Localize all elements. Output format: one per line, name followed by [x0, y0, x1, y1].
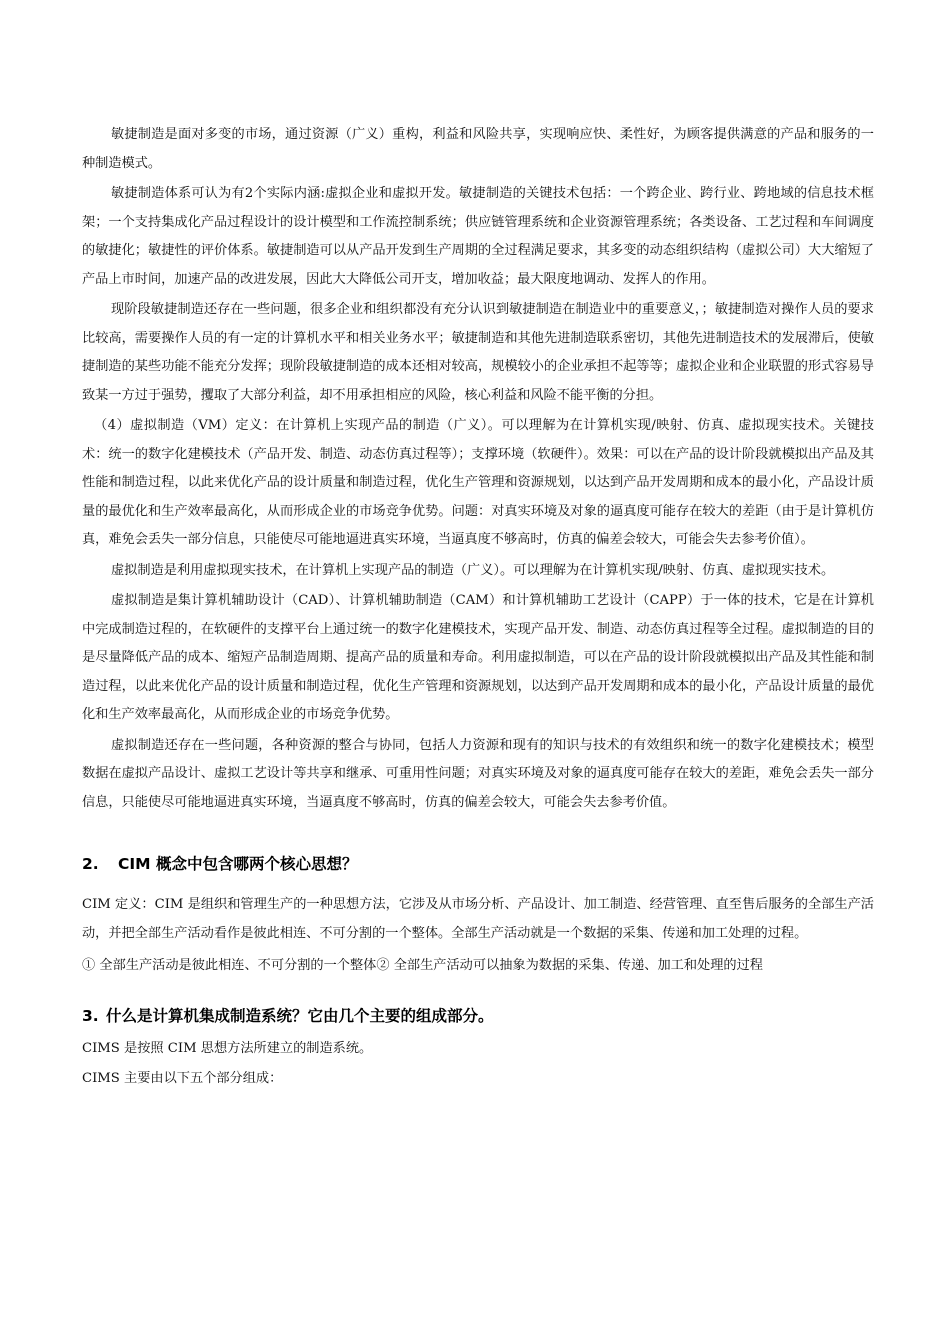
section-3-number: 3. [82, 1006, 99, 1025]
paragraph-virtual-manufacturing-integration: 虚拟制造是集计算机辅助设计（CAD）、计算机辅助制造（CAM）和计算机辅助工艺设计（CAPP）于一体的技术，它是在计算机中完成制造过程的，在软硬件的支撑平台上通过统一的数字化建模技术，实现产品开发、制造、动态仿真过程等全过程。虚拟制造的目的是尽量降低产品的成本、缩短产品制造周期、提高产品的质量和寿命。利用虚拟制造，可以在产品的设计阶段就模拟出产品及其性能和制造过程，以此来优化产品的设计质量和制造过程，优化生产管理和资源规划，以达到产品开发周期和成本的最小化，产品设计质量的最优化和生产效率最高化，从而形成企业的市场竞争优势。 [82, 593, 874, 722]
cims-components-intro: CIMS 主要由以下五个部分组成： [82, 1071, 283, 1086]
paragraph-virtual-manufacturing-problems: 虚拟制造还存在一些问题，各种资源的整合与协同，包括人力资源和现有的知识与技术的有效组织和统一的数字化建模技术；模型数据在虚拟产品设计、虚拟工艺设计等共享和继承、可重用性问题；对真实环境及对象的逼真度可能存在较大的差距，难免会丢失一部分信息，只能使尽可能地逼进真实环境，当逼真度不够高时，仿真的偏差会较大，可能会失去参考价值。 [82, 737, 874, 810]
section-2-title: CIM 概念中包含哪两个核心思想？ [118, 855, 358, 873]
paragraph-virtual-manufacturing-definition: （4）虚拟制造（VM）定义：在计算机上实现产品的制造（广义）。可以理解为在计算机实现/映射、仿真、虚拟现实技术。关键技术：统一的数字化建模技术（产品开发、制造、动态仿真过程等）；支撑环境（软硬件）。效果：可以在产品的设计阶段就模拟出产品及其性能和制造过程，以此来优化产品的设计质量和制造过程，优化生产管理和资源规划，以达到产品开发周期和成本的最小化，产品设计质量的最优化和生产效率最高化，从而形成企业的市场竞争优势。问题：对真实环境及对象的逼真度可能存在较大的差距（由于是计算机仿真，难免会丢失一部分信息，只能使尽可能地逼进真实环境，当逼真度不够高时，仿真的偏差会较大，可能会失去参考价值）。 [82, 418, 874, 547]
section-2-number: 2. [82, 855, 99, 873]
paragraph-agile-problems: 现阶段敏捷制造还存在一些问题，很多企业和组织都没有充分认识到敏捷制造在制造业中的重要意义，；敏捷制造对操作人员的要求比较高，需要操作人员的有一定的计算机水平和相关业务水平；敏捷制造和其他先进制造联系密切，其他先进制造技术的发展滞后，使敏捷制造的某些功能不能充分发挥；现阶段敏捷制造的成本还相对较高，规模较小的企业承担不起等等；虚拟企业和企业联盟的形式容易导致某一方过于强势，攫取了大部分利益，却不用承担相应的风险，核心利益和风险不能平衡的分担。 [82, 302, 874, 403]
section-3-heading [82, 1003, 874, 1029]
cims-definition: CIMS 是按照 CIM 思想方法所建立的制造系统。 [82, 1040, 373, 1056]
section-2-heading [82, 851, 874, 877]
paragraph-agile-definition: 敏捷制造是面对多变的市场，通过资源（广义）重构，利益和风险共享，实现响应快、柔性好，为顾客提供满意的产品和服务的一种制造模式。 [82, 127, 874, 171]
cim-core-ideas: ① 全部生产活动是彼此相连、不可分割的一个整体② 全部生产活动可以抽象为数据的采集、传递、加工和处理的过程 [82, 958, 763, 973]
cim-definition: CIM 定义：CIM 是组织和管理生产的一种思想方法，它涉及从市场分析、产品设计、加工制造、经营管理、直至售后服务的全部生产活动，并把全部生产活动看作是彼此相连、不可分割的一个整体。全部生产活动就是一个数据的采集、传递和加工处理的过程。 [82, 897, 874, 941]
document-page [82, 121, 874, 1096]
paragraph-virtual-manufacturing-summary: 虚拟制造是利用虚拟现实技术，在计算机上实现产品的制造（广义）。可以理解为在计算机实现/映射、仿真、虚拟现实技术。 [111, 562, 835, 578]
paragraph-agile-technologies: 敏捷制造体系可认为有2个实际内涵:虚拟企业和虚拟开发。敏捷制造的关键技术包括：一个跨企业、跨行业、跨地域的信息技术框架；一个支持集成化产品过程设计的设计模型和工作流控制系统；供应链管理系统和企业资源管理系统；各类设备、工艺过程和车间调度的敏捷化；敏捷性的评价体系。敏捷制造可以从产品开发到生产周期的全过程满足要求，其多变的动态组织结构（虚拟公司）大大缩短了产品上市时间，加速产品的改进发展，因此大大降低公司开支，增加收益；最大限度地调动、发挥人的作用。 [82, 186, 874, 287]
section-3-title: 什么是计算机集成制造系统？它由几个主要的组成部分。 [106, 1006, 494, 1025]
